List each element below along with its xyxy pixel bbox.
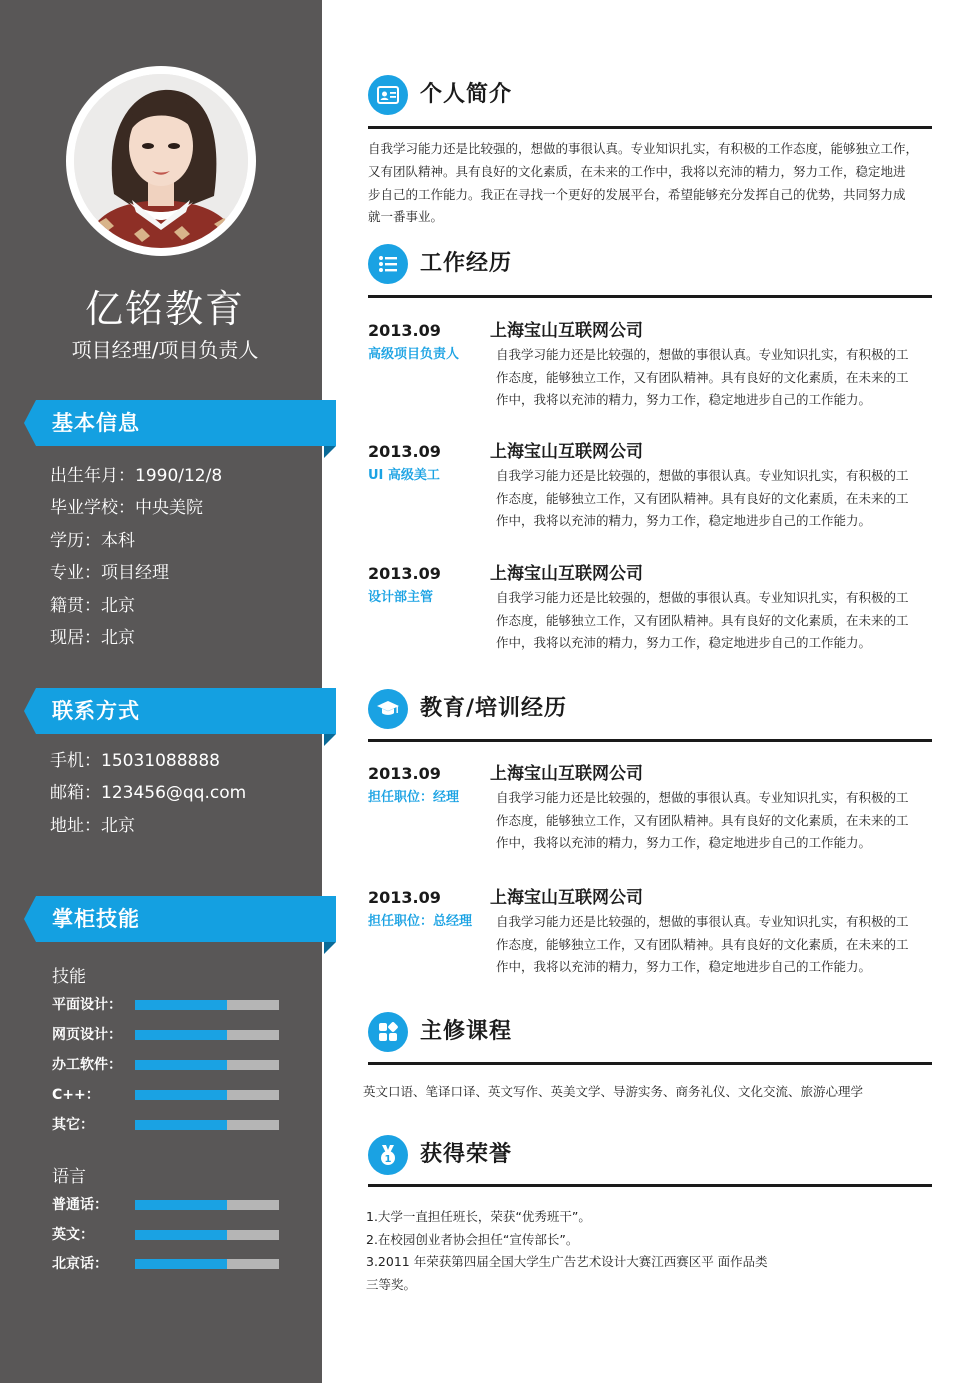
desc-line: 作中，我将以充沛的精力，努力工作，稳定地进步自己的工作能力。 (496, 635, 872, 651)
skill-row (52, 1024, 292, 1046)
basic-info-ribbon (24, 400, 336, 446)
skill-label: 其它： (52, 1117, 94, 1133)
work-section-header (368, 244, 932, 284)
skills-ribbon (24, 896, 336, 942)
contact-phone[interactable]: 手机：15031088888 (50, 751, 220, 771)
education-section-header (368, 689, 932, 729)
desc-line: 作中，我将以充沛的精力，努力工作，稳定地进步自己的工作能力。 (496, 392, 872, 408)
language-row (52, 1194, 292, 1216)
desc-line: 作中，我将以充沛的精力，努力工作，稳定地进步自己的工作能力。 (496, 513, 872, 529)
portrait-illustration (74, 74, 248, 248)
desc-line: 自我学习能力还是比较强的，想做的事很认真。专业知识扎实，有积极的工 (496, 590, 909, 605)
honors-divider (368, 1184, 932, 1187)
profile-name: 亿铭教育 (84, 287, 245, 331)
honors-section-header (368, 1135, 932, 1175)
sidebar (0, 0, 322, 1383)
skill-bar (135, 1030, 279, 1040)
profile-photo (74, 74, 248, 248)
intro-line: 步自己的工作能力。我正在寻找一个更好的发展平台，希望能够充分发挥自己的优势，共同努力成 (368, 186, 906, 202)
work-entry (368, 441, 932, 541)
basic-info-list (50, 460, 222, 654)
skill-bar (135, 1060, 279, 1070)
work-entry (368, 320, 932, 420)
entry-company: 上海宝山互联网公司 (490, 321, 643, 341)
language-label: 英文： (52, 1227, 94, 1243)
entry-role: UI 高级美工 (368, 468, 440, 483)
courses-text: 英文口语、笔译口译、英文写作、英美文学、导游实务、商务礼仪、文化交流、旅游心理学 (363, 1084, 864, 1099)
grid-icon (368, 1012, 408, 1052)
education-entry (368, 763, 932, 863)
entry-date: 2013.09 (368, 442, 441, 461)
skill-label: C++： (52, 1087, 100, 1103)
education-entry (368, 887, 932, 987)
skill-row (52, 1084, 292, 1106)
entry-description (496, 911, 928, 979)
skill-row (52, 1054, 292, 1076)
info-residence: 现居：北京 (50, 627, 135, 648)
skill-bar-fill (135, 1060, 227, 1070)
desc-line: 作态度，能够独立工作，又有团队精神。具有良好的文化素质，在未来的工 (496, 812, 909, 828)
language-heading: 语言 (52, 1167, 86, 1187)
courses-divider (368, 1062, 932, 1065)
courses-section-header (368, 1012, 932, 1052)
info-degree: 学历：本科 (50, 530, 135, 551)
entry-description (496, 344, 928, 412)
desc-line: 作态度，能够独立工作，又有团队精神。具有良好的文化素质，在未来的工 (496, 369, 909, 385)
graduation-cap-icon (368, 689, 408, 729)
work-title: 工作经历 (420, 251, 513, 276)
skill-bar (135, 1090, 279, 1100)
language-bar-fill (135, 1200, 227, 1210)
entry-role: 担任职位：经理 (368, 790, 460, 805)
honor-item: 三等奖。 (366, 1276, 417, 1292)
skill-label: 办工软件： (52, 1057, 122, 1073)
language-row (52, 1224, 292, 1246)
desc-line: 自我学习能力还是比较强的，想做的事很认真。专业知识扎实，有积极的工 (496, 347, 909, 362)
honor-item: 3.2011 年荣获第四届全国大学生广告艺术设计大赛江西赛区平 面作品类 (366, 1254, 768, 1270)
skill-bar (135, 1000, 279, 1010)
skill-row (52, 1114, 292, 1136)
intro-line: 又有团队精神。具有良好的文化素质，在未来的工作中，我将以充沛的精力，努力工作，稳定地进 (368, 163, 906, 179)
intro-text (368, 138, 948, 229)
honor-item: 2.在校园创业者协会担任“宣传部长”。 (366, 1231, 579, 1247)
avatar (66, 66, 256, 256)
entry-description (496, 787, 928, 855)
language-bar-fill (135, 1259, 227, 1269)
courses-title: 主修课程 (420, 1019, 513, 1044)
intro-line: 就一番事业。 (368, 209, 444, 225)
info-school: 毕业学校：中央美院 (50, 498, 203, 519)
language-row (52, 1253, 292, 1275)
desc-line: 作态度，能够独立工作，又有团队精神。具有良好的文化素质，在未来的工 (496, 936, 909, 952)
main-content (322, 0, 979, 1383)
skill-bar-fill (135, 1030, 227, 1040)
entry-description (496, 465, 928, 533)
entry-company: 上海宝山互联网公司 (490, 564, 643, 584)
entry-description (496, 587, 928, 655)
desc-line: 作中，我将以充沛的精力，努力工作，稳定地进步自己的工作能力。 (496, 959, 872, 975)
desc-line: 自我学习能力还是比较强的，想做的事很认真。专业知识扎实，有积极的工 (496, 914, 909, 929)
desc-line: 自我学习能力还是比较强的，想做的事很认真。专业知识扎实，有积极的工 (496, 468, 909, 483)
skill-bar-fill (135, 1090, 227, 1100)
skill-label: 网页设计： (52, 1027, 122, 1043)
list-icon (368, 244, 408, 284)
desc-line: 作中，我将以充沛的精力，努力工作，稳定地进步自己的工作能力。 (496, 835, 872, 851)
info-birthdate: 出生年月：1990/12/8 (50, 466, 223, 486)
work-entry (368, 563, 932, 663)
entry-role: 设计部主管 (368, 590, 434, 605)
honor-item: 1.大学一直担任班长，荣获“优秀班干”。 (366, 1209, 591, 1224)
entry-company: 上海宝山互联网公司 (490, 442, 643, 462)
contact-email[interactable]: 邮箱：123456@qq.com (50, 783, 247, 804)
entry-company: 上海宝山互联网公司 (490, 888, 643, 908)
intro-divider (368, 126, 932, 129)
entry-date: 2013.09 (368, 888, 441, 907)
contact-list (50, 745, 246, 842)
entry-role: 高级项目负责人 (368, 347, 460, 362)
svg-text:1: 1 (384, 1154, 392, 1165)
honors-list (366, 1206, 926, 1296)
skill-label: 平面设计： (52, 997, 122, 1013)
profile-job-title: 项目经理/项目负责人 (71, 338, 259, 362)
language-label: 普通话： (52, 1197, 108, 1213)
entry-company: 上海宝山互联网公司 (490, 764, 643, 784)
contact-address: 地址：北京 (50, 815, 135, 836)
work-divider (368, 295, 932, 298)
desc-line: 自我学习能力还是比较强的，想做的事很认真。专业知识扎实，有积极的工 (496, 790, 909, 805)
education-divider (368, 739, 932, 742)
skills-heading: 技能 (52, 967, 86, 987)
info-hometown: 籍贯：北京 (50, 595, 135, 616)
desc-line: 作态度，能够独立工作，又有团队精神。具有良好的文化素质，在未来的工 (496, 490, 909, 506)
contact-title: 联系方式 (52, 699, 140, 723)
intro-title: 个人简介 (420, 82, 513, 107)
info-major: 专业：项目经理 (50, 563, 169, 584)
basic-info-title: 基本信息 (52, 411, 140, 435)
id-card-icon (368, 75, 408, 115)
education-title: 教育/培训经历 (420, 696, 568, 721)
honors-title: 获得荣誉 (420, 1142, 513, 1167)
contact-ribbon (24, 688, 336, 734)
skill-bar (135, 1120, 279, 1130)
language-bar (135, 1230, 279, 1240)
language-bar-fill (135, 1230, 227, 1240)
language-bar (135, 1259, 279, 1269)
language-bar (135, 1200, 279, 1210)
skills-title: 掌柜技能 (52, 907, 140, 931)
skill-bar-fill (135, 1000, 227, 1010)
entry-role: 担任职位：总经理 (368, 914, 473, 929)
intro-line: 自我学习能力还是比较强的，想做的事很认真。专业知识扎实，有积极的工作态度，能够独立工作， (368, 141, 919, 156)
medal-icon (368, 1135, 408, 1175)
entry-date: 2013.09 (368, 564, 441, 583)
desc-line: 作态度，能够独立工作，又有团队精神。具有良好的文化素质，在未来的工 (496, 612, 909, 628)
intro-section-header (368, 75, 932, 115)
entry-date: 2013.09 (368, 764, 441, 783)
skill-row (52, 994, 292, 1016)
entry-date: 2013.09 (368, 321, 441, 340)
skill-bar-fill (135, 1120, 227, 1130)
language-label: 北京话： (52, 1256, 108, 1272)
